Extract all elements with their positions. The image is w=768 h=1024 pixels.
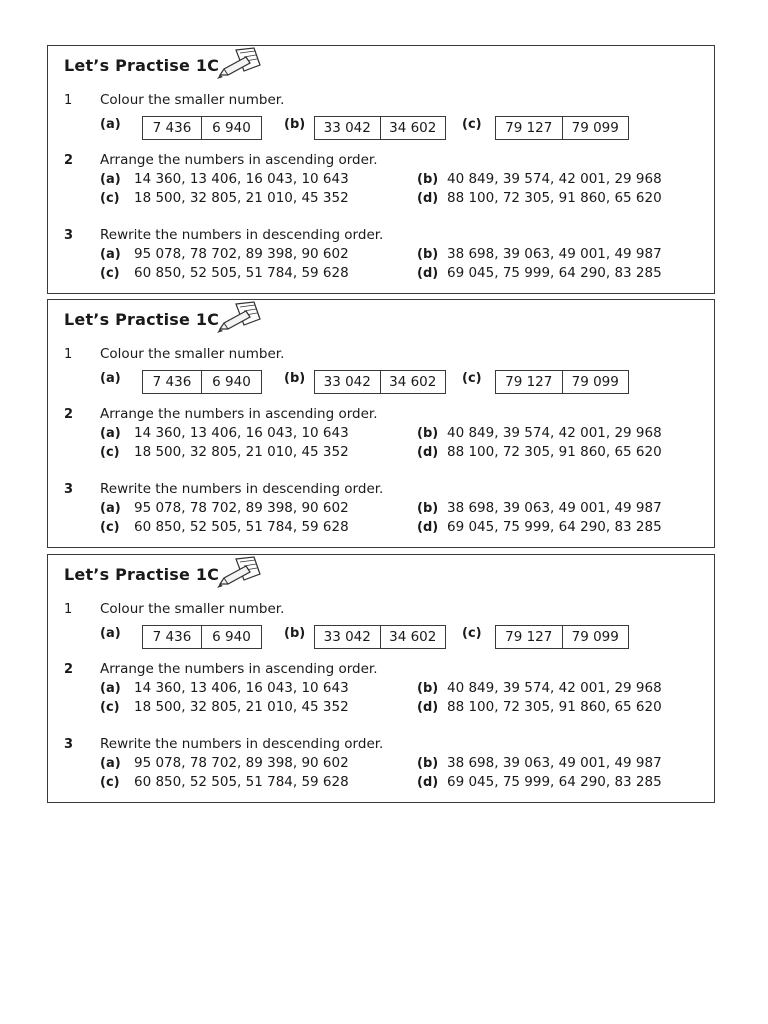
number-list: 95 078, 78 702, 89 398, 90 602 bbox=[134, 500, 349, 516]
number-pair-box bbox=[314, 370, 446, 394]
number-pair-box bbox=[495, 116, 629, 140]
part-label: (d) bbox=[417, 775, 439, 790]
number-list: 14 360, 13 406, 16 043, 10 643 bbox=[134, 680, 349, 696]
number-list: 60 850, 52 505, 51 784, 59 628 bbox=[134, 265, 349, 281]
practice-card bbox=[47, 299, 715, 548]
part-label: (d) bbox=[417, 445, 439, 460]
number-list: 95 078, 78 702, 89 398, 90 602 bbox=[134, 246, 349, 262]
question-text: Arrange the numbers in ascending order. bbox=[100, 152, 378, 168]
practice-card bbox=[47, 45, 715, 294]
part-label: (b) bbox=[284, 626, 306, 641]
part-label: (a) bbox=[100, 426, 121, 441]
question-text: Rewrite the numbers in descending order. bbox=[100, 227, 384, 243]
number-list: 38 698, 39 063, 49 001, 49 987 bbox=[447, 246, 662, 262]
number-list: 40 849, 39 574, 42 001, 29 968 bbox=[447, 425, 662, 441]
number-cell[interactable]: 7 436 bbox=[152, 629, 192, 645]
question-text: Arrange the numbers in ascending order. bbox=[100, 661, 378, 677]
number-pair-box bbox=[314, 116, 446, 140]
part-label: (c) bbox=[100, 700, 120, 715]
part-label: (a) bbox=[100, 172, 121, 187]
part-label: (c) bbox=[462, 371, 482, 386]
part-label: (c) bbox=[462, 117, 482, 132]
question-number: 1 bbox=[64, 347, 73, 362]
question-number: 3 bbox=[64, 482, 74, 497]
question-text: Colour the smaller number. bbox=[100, 346, 285, 362]
part-label: (d) bbox=[417, 191, 439, 206]
number-list: 40 849, 39 574, 42 001, 29 968 bbox=[447, 680, 662, 696]
part-label: (c) bbox=[100, 266, 120, 281]
number-cell[interactable]: 79 099 bbox=[562, 371, 629, 393]
part-label: (a) bbox=[100, 117, 121, 132]
part-label: (d) bbox=[417, 700, 439, 715]
number-pair-box bbox=[142, 625, 262, 649]
question-text: Rewrite the numbers in descending order. bbox=[100, 736, 384, 752]
part-label: (a) bbox=[100, 501, 121, 516]
part-label: (a) bbox=[100, 371, 121, 386]
question-text: Colour the smaller number. bbox=[100, 601, 285, 617]
part-label: (b) bbox=[417, 172, 439, 187]
part-label: (b) bbox=[417, 247, 439, 262]
number-cell[interactable]: 6 940 bbox=[201, 371, 261, 393]
card-title: Let’s Practise 1C bbox=[64, 565, 220, 584]
number-cell[interactable]: 33 042 bbox=[323, 374, 371, 390]
number-list: 18 500, 32 805, 21 010, 45 352 bbox=[134, 699, 349, 715]
part-label: (c) bbox=[100, 445, 120, 460]
number-list: 69 045, 75 999, 64 290, 83 285 bbox=[447, 265, 662, 281]
number-list: 38 698, 39 063, 49 001, 49 987 bbox=[447, 500, 662, 516]
part-label: (b) bbox=[417, 681, 439, 696]
part-label: (a) bbox=[100, 681, 121, 696]
number-cell[interactable]: 34 602 bbox=[380, 371, 446, 393]
part-label: (a) bbox=[100, 626, 121, 641]
pencil-paper-icon bbox=[214, 47, 264, 81]
part-label: (b) bbox=[417, 426, 439, 441]
number-cell[interactable]: 79 099 bbox=[562, 626, 629, 648]
number-cell[interactable]: 79 127 bbox=[505, 120, 553, 136]
number-list: 18 500, 32 805, 21 010, 45 352 bbox=[134, 444, 349, 460]
number-list: 18 500, 32 805, 21 010, 45 352 bbox=[134, 190, 349, 206]
number-pair-box bbox=[495, 625, 629, 649]
number-list: 14 360, 13 406, 16 043, 10 643 bbox=[134, 171, 349, 187]
part-label: (c) bbox=[100, 775, 120, 790]
part-label: (c) bbox=[100, 191, 120, 206]
number-list: 60 850, 52 505, 51 784, 59 628 bbox=[134, 774, 349, 790]
number-list: 14 360, 13 406, 16 043, 10 643 bbox=[134, 425, 349, 441]
part-label: (d) bbox=[417, 266, 439, 281]
number-list: 40 849, 39 574, 42 001, 29 968 bbox=[447, 171, 662, 187]
practice-card bbox=[47, 554, 715, 803]
question-number: 2 bbox=[64, 407, 74, 422]
question-text: Arrange the numbers in ascending order. bbox=[100, 406, 378, 422]
number-cell[interactable]: 79 127 bbox=[505, 374, 553, 390]
part-label: (d) bbox=[417, 520, 439, 535]
number-cell[interactable]: 33 042 bbox=[323, 120, 371, 136]
pencil-paper-icon bbox=[214, 556, 264, 590]
part-label: (c) bbox=[100, 520, 120, 535]
question-number: 1 bbox=[64, 93, 73, 108]
number-list: 69 045, 75 999, 64 290, 83 285 bbox=[447, 774, 662, 790]
number-cell[interactable]: 34 602 bbox=[380, 117, 446, 139]
part-label: (b) bbox=[284, 117, 306, 132]
part-label: (b) bbox=[417, 501, 439, 516]
number-cell[interactable]: 7 436 bbox=[152, 374, 192, 390]
number-pair-box bbox=[142, 116, 262, 140]
number-list: 88 100, 72 305, 91 860, 65 620 bbox=[447, 190, 662, 206]
question-text: Rewrite the numbers in descending order. bbox=[100, 481, 384, 497]
number-cell[interactable]: 7 436 bbox=[152, 120, 192, 136]
question-number: 1 bbox=[64, 602, 73, 617]
question-number: 3 bbox=[64, 737, 74, 752]
number-pair-box bbox=[314, 625, 446, 649]
question-text: Colour the smaller number. bbox=[100, 92, 285, 108]
number-pair-box bbox=[495, 370, 629, 394]
card-title: Let’s Practise 1C bbox=[64, 56, 220, 75]
question-number: 3 bbox=[64, 228, 74, 243]
number-cell[interactable]: 6 940 bbox=[201, 117, 261, 139]
number-cell[interactable]: 34 602 bbox=[380, 626, 446, 648]
number-cell[interactable]: 6 940 bbox=[201, 626, 261, 648]
pencil-paper-icon bbox=[214, 301, 264, 335]
number-list: 88 100, 72 305, 91 860, 65 620 bbox=[447, 444, 662, 460]
number-list: 69 045, 75 999, 64 290, 83 285 bbox=[447, 519, 662, 535]
card-title: Let’s Practise 1C bbox=[64, 310, 220, 329]
number-cell[interactable]: 79 127 bbox=[505, 629, 553, 645]
number-pair-box bbox=[142, 370, 262, 394]
number-list: 60 850, 52 505, 51 784, 59 628 bbox=[134, 519, 349, 535]
part-label: (c) bbox=[462, 626, 482, 641]
question-number: 2 bbox=[64, 153, 74, 168]
part-label: (b) bbox=[284, 371, 306, 386]
number-list: 88 100, 72 305, 91 860, 65 620 bbox=[447, 699, 662, 715]
number-cell[interactable]: 79 099 bbox=[562, 117, 629, 139]
question-number: 2 bbox=[64, 662, 74, 677]
part-label: (a) bbox=[100, 247, 121, 262]
number-list: 95 078, 78 702, 89 398, 90 602 bbox=[134, 755, 349, 771]
part-label: (a) bbox=[100, 756, 121, 771]
part-label: (b) bbox=[417, 756, 439, 771]
number-list: 38 698, 39 063, 49 001, 49 987 bbox=[447, 755, 662, 771]
number-cell[interactable]: 33 042 bbox=[323, 629, 371, 645]
